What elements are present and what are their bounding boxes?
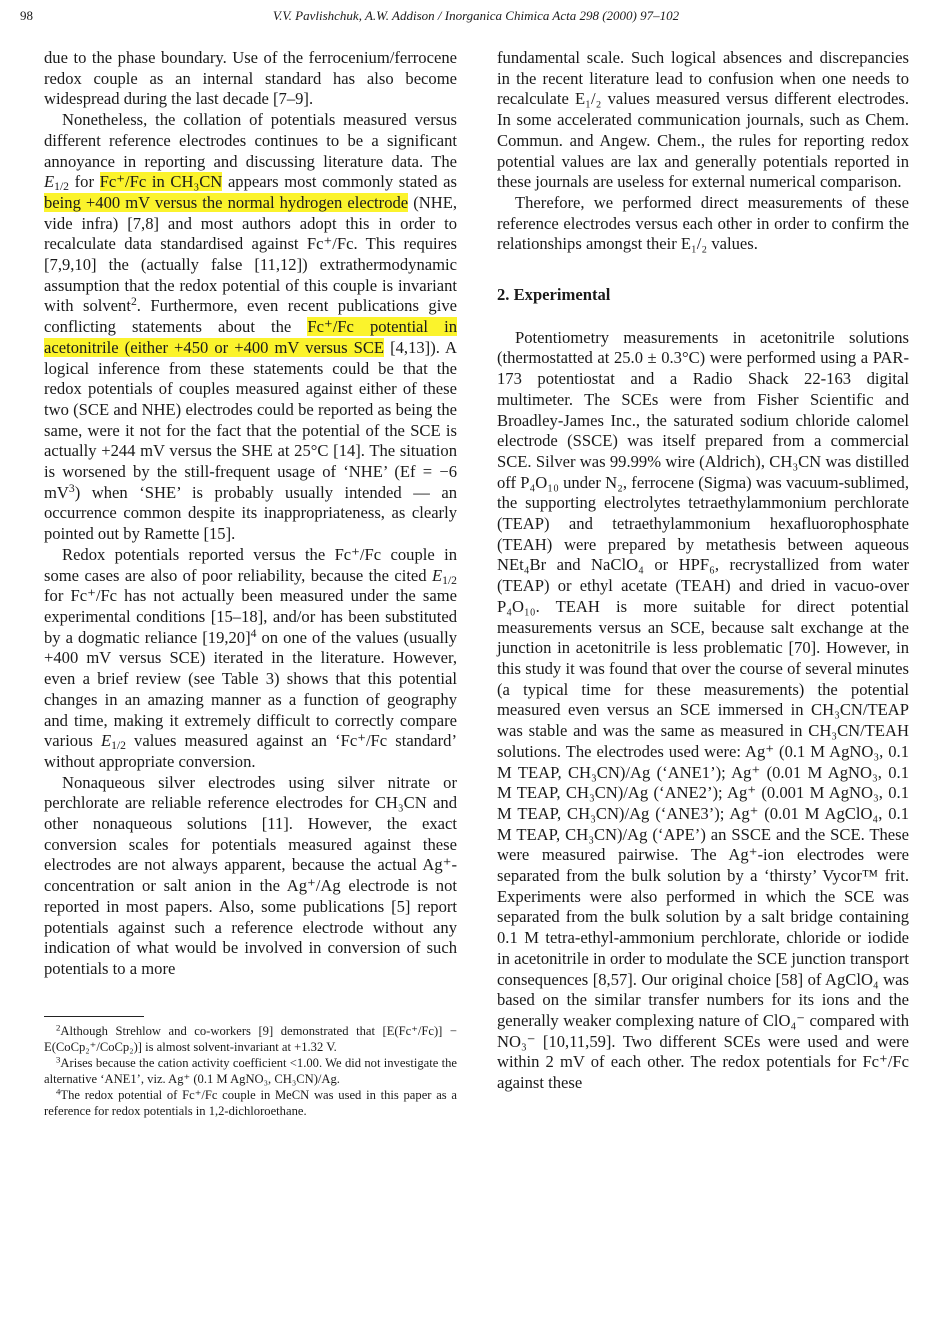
section-heading-experimental: 2. Experimental: [497, 285, 611, 305]
right-paragraph-3: Potentiometry measurements in acetonitrile solutions (thermostatted at 25.0 ± 0.3°C) were performed using a PAR-173 potentiostat and a Radio Shack 22-163 digital multimeter. The SCEs were from Fisher Scientific and Broadley-James Inc., the saturated sodium chloride calomel electrode (SSCE) was itself prepared from a commercial SCE. Silver was 99.99% wire (Aldrich), CH₃CN was distilled off P₄O₁₀ under N₂, ferrocene (Sigma) was vacuum-sublimed, the supporting electrolytes tetraethylammonium perchlorate (TEAP) and tetraethylammonium hexafluorophosphate (TEAH) were prepared by metathesis between aqueous NEt₄Br and NaClO₄ or HPF₆, recrystallized from water (TEAP) or ethyl acetate (TEAH) and dried in vacuo-over P₄O₁₀. TEAH is more suitable for direct potential measurements versus an SCE, because salt exchange at the junction in acetonitrile is less problematic [70]. However, in this study it was found that over the course of several minutes (a typical time for these measurements) the potential measured even versus an SCE immersed in CH₃CN/TEAP was stable and was the same as measured in CH₃CN/TEAH solutions. The electrodes used were: Ag⁺ (0.1 M AgNO₃, 0.1 M TEAP, CH₃CN)/Ag (‘ANE1’); Ag⁺ (0.01 M AgNO₃, 0.1 M TEAP, CH₃CN)/Ag (‘ANE2’); Ag⁺ (0.001 M AgNO₃, 0.1 M TEAP, CH₃CN)/Ag (‘ANE3’); Ag⁺ (0.01 M AgClO₄, 0.1 M TEAP, CH₃CN)/Ag (‘APE’) an SSCE and the SCE. These were measured pairwise. The Ag⁺-ion electrodes were separated from the bulk solution by a ‘thirsty’ Vycor™ frit. Experiments were also performed in which the SCE was separated from the bulk solution by a salt bridge containing 0.1 M tetra-ethyl-ammonium perchlorate, chloride or iodide in acetonitrile in order to modulate the SCE junction transport consequences [8,57]. Our original choice [58] of AgClO₄ was based on the similar transfer numbers for its ions and the generally weaker complexing nature of ClO₄⁻ compared with NO₃⁻ [10,11,59]. Two different SCEs were used and were within 2 mV of each other. The redox potentials for Fc⁺/Fc against these: [497, 327, 909, 1093]
footnote-4: $^4$The redox potential of Fc⁺/Fc couple in MeCN was used in this paper as a reference for redox potentials in 1,2-dichloroethane.: [44, 1086, 457, 1118]
footnotes: [44, 1023, 457, 1119]
right-paragraph-1: fundamental scale. Such logical absences and discrepancies in the recent literature lead to confusion when one needs to recalculate E₁/₂ values measured versus different electrodes. In some accelerated communication journals, such as Chem. Commun. and Angew. Chem., the rules for reporting redox potential values are lax and generally potentials reported in these journals are useless for external numerical comparison.: [497, 48, 909, 192]
highlight-fc-in-ch3cn: Fc⁺/Fc in CH₃CN: [99, 172, 223, 192]
left-column: [44, 48, 457, 1119]
left-paragraph-2: Nonetheless, the collation of potentials measured versus different reference electrodes continues to be a significant annoyance in reporting and discussing literature data. The $E_{1/2}$ for Fc⁺/Fc in CH₃CN appears most commonly stated as being +400 mV versus the normal hydrogen electrode (NHE, vide infra) [7,8] and most authors adopt this in order to recalculate data standardised against Fc⁺/Fc. This requires [7,9,10] the (actually false [11,12]) extrathermodynamic assumption that the redox potential of this couple is invariant with solvent$^2$. Furthermore, even recent publications give conflicting statements about the Fc⁺/Fc potential in acetonitrile (either +450 or +400 mV versus SCE [4,13]). A logical inference from these statements could be that the redox potentials of couples measured against either of these two (SCE and NHE) electrodes could be reported as being the same, were it not for the fact that the potential of the SCE is actually +244 mV versus the SHE at 25°C [14]. The situation is worsened by the still-frequent usage of ‘NHE’ (Ef = −6 $mV^3$) when ‘SHE’ is probably usually intended — an occurrence common despite its inappropriateness, as clearly pointed out by Ramette [15].: [44, 110, 457, 544]
left-paragraph-3: Redox potentials reported versus the Fc⁺/Fc couple in some cases are also of poor reliability, because the cited $E_{1/2}$ for Fc⁺/Fc has not actually been measured under the same experimental conditions [15–18], and/or has been substituted by a dogmatic reliance $[19,20]^4$ on one of the values (usually +400 mV versus SCE) iterated in the literature. However, even a brief review (see Table 3) shows that this potential changes in an amazing manner as a function of geography and time, making it extremely difficult to correctly compare various $E_{1/2}$ values measured against an ‘Fc⁺/Fc standard’ without appropriate conversion.: [44, 544, 457, 771]
footnote-ref-4: 4: [250, 626, 257, 640]
page-header: [20, 8, 932, 30]
left-paragraph-4: Nonaqueous silver electrodes using silver nitrate or perchlorate are reliable reference electrodes for CH₃CN and other nonaqueous solutions [11]. However, the exact conversion scales for potentials measured against these electrodes are not always apparent, because the actual Ag⁺-concentration or salt anion in the Ag⁺/Ag electrode is not reported in most papers. Also, some publications [5] report potentials against such a reference electrode without any indication of what would be involved in conversion of such potentials to a more: [44, 772, 457, 978]
footnote-rule: [44, 1016, 144, 1017]
right-column: [497, 48, 909, 1094]
footnote-ref-2: 2: [130, 295, 137, 309]
footnote-2: $^2$Although Strehlow and co-workers [9] demonstrated that [E(Fc⁺/Fc)] − E(CoCp₂⁺/CoCp₂)] is almost solvent-invariant at +1.32 V.: [44, 1022, 457, 1054]
footnote-3: $^3$Arises because the cation activity coefficient <1.00. We did not investigate the alternative ‘ANE1’, viz. Ag⁺ (0.1 M AgNO₃, CH₃CN)/Ag.: [44, 1054, 457, 1086]
running-head: V.V. Pavlishchuk, A.W. Addison / Inorganica Chimica Acta 298 (2000) 97–102: [272, 8, 680, 23]
highlight-fc-acetonitrile-sce: Fc⁺/Fc potential in acetonitrile (either +450 or +400 mV versus SCE: [44, 317, 457, 357]
left-paragraph-1: due to the phase boundary. Use of the ferrocenium/ferrocene redox couple as an internal standard has also become widespread during the last decade [7–9].: [44, 48, 457, 109]
footnote-ref-3: 3: [68, 481, 75, 495]
page-number: 98: [20, 8, 33, 23]
highlight-400mv-nhe: being +400 mV versus the normal hydrogen electrode: [44, 192, 409, 212]
right-paragraph-2: Therefore, we performed direct measurements of these reference electrodes versus each other in order to confirm the relationships amongst their E₁/₂ values.: [497, 192, 909, 254]
